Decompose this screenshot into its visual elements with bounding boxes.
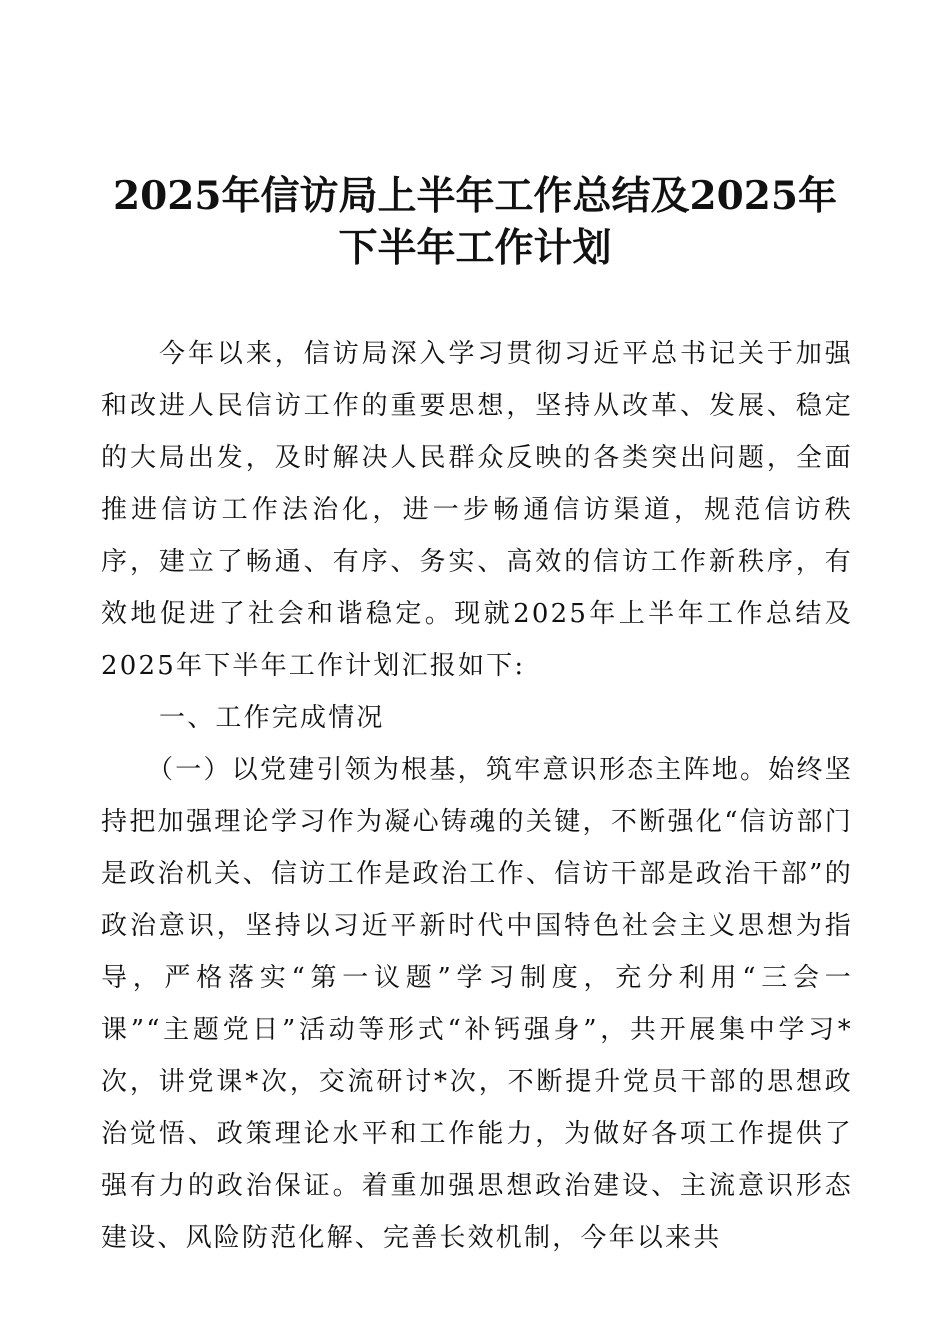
intro-paragraph: 今年以来，信访局深入学习贯彻习近平总书记关于加强和改进人民信访工作的重要思想，坚持从改革、发展、稳定的大局出发，及时解决人民群众反映的各类突出问题，全面推进信访工作法治化，进一步畅通信访渠道，规范信访秩序，建立了畅通、有序、务实、高效的信访工作新秩序，有效地促进了社会和谐稳定。现就2025年上半年工作总结及2025年下半年工作计划汇报如下: <box>101 339 853 681</box>
title-line-1: 2025年信访局上半年工作总结及2025年 <box>112 173 838 219</box>
subsection-paragraph: （一）以党建引领为根基，筑牢意识形态主阵地。始终坚持把加强理论学习作为凝心铸魂的关键，不断强化“信访部门是政治机关、信访工作是政治工作、信访干部是政治干部”的政治意识，坚持以习近平新时代中国特色社会主义思想为指导，严格落实“第一议题”学习制度，充分利用“三会一课”“主题党日”活动等形式“补钙强身”，共开展集中学习*次，讲党课*次，交流研讨*次，不断提升党员干部的思想政治觉悟、政策理论水平和工作能力，为做好各项工作提供了强有力的政治保证。着重加强思想政治建设、主流意识形态建设、风险防范化解、完善长效机制，今年以来共 <box>101 755 853 1253</box>
title-line-2: 下半年工作计划 <box>338 225 612 271</box>
document-title <box>95 170 855 274</box>
document-body <box>101 328 853 1264</box>
section-heading: 一、工作完成情况 <box>159 703 385 733</box>
